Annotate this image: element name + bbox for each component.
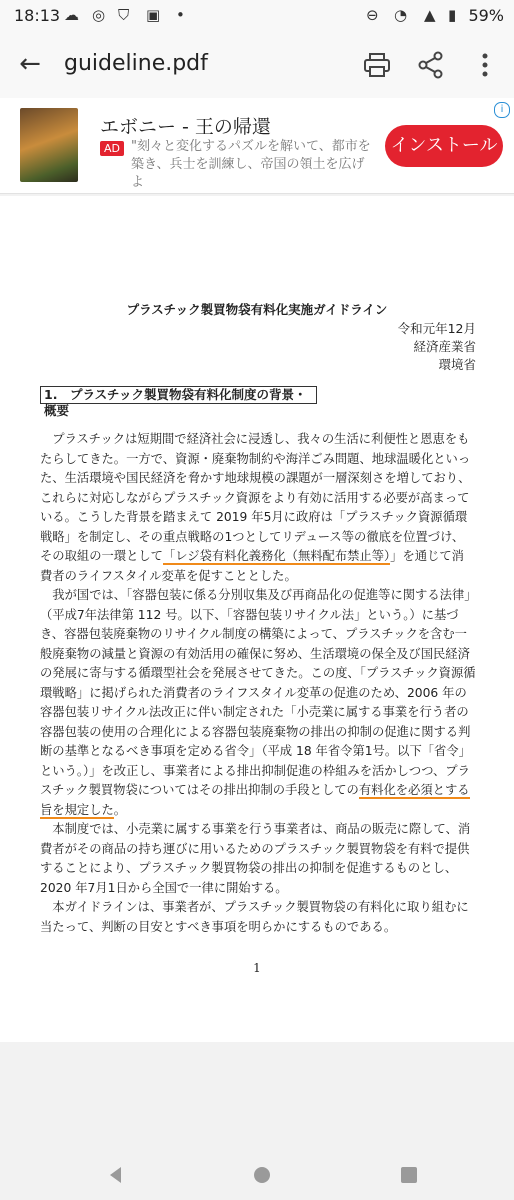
app-icon: ▣ — [146, 6, 161, 24]
print-icon[interactable] — [360, 48, 394, 82]
pdf-page — [0, 196, 514, 1042]
status-bar — [0, 0, 514, 32]
share-icon[interactable] — [414, 48, 448, 82]
sync-icon: ◎ — [92, 6, 106, 24]
ad-thumbnail[interactable] — [20, 108, 78, 182]
paragraph — [40, 586, 476, 820]
back-arrow-icon[interactable]: ← — [19, 49, 41, 79]
ad-title[interactable]: エボニー - 王の帰還 — [100, 116, 271, 138]
more-menu-icon[interactable] — [468, 48, 502, 82]
file-title: guideline.pdf — [64, 51, 208, 76]
paragraph: 本制度では、小売業に属する事業を行う事業者は、商品の販売に際して、消費者がその商品の持ち運びに用いるためのプラスチック製買物袋を有料で提供することにより、プラスチック製買物袋の排出の抑制を促進するものとし、2020 年7月1日から全国で一律に開始する。 — [40, 822, 471, 895]
signal-icon: ▲ — [424, 6, 436, 24]
status-time: 18:13 — [14, 6, 61, 25]
paragraph-text: 」を通じて消費者のライフスタイル変革を促すこととした。 — [40, 549, 464, 583]
document-date: 令和元年12月 — [397, 321, 476, 336]
navigation-bar — [0, 1150, 514, 1200]
dnd-icon: ⊖ — [366, 6, 379, 24]
document-title: プラスチック製買物袋有料化実施ガイドライン — [126, 302, 388, 317]
document-body — [40, 430, 476, 937]
paragraph-text: 我が国では、「容器包装に係る分別収集及び再商品化の促進等に関する法律」（平成7年法律第 112 号。以下、「容器包装リサイクル法」という。）に基づき、容器包装廃棄物のリサイクル制度の構築によって、プラスチックを含む一般廃棄物の減量と資源の有効活用の確保に努め、生活環境の保全及び国民経済の発展に寄与する循環型社会を発展させてきた。この度、「プラスチック資源循環戦略」に掲げられた消費者のライフスタイル変革の促進のため、2006 年の容器包装リサイクル法改正に伴い制定された「小売業に属する事業を行う者の容器包装の使用の合理化による容器包装廃棄物の排出の抑制の促進に関する判断の基準となるべき事項を定める省令」（平成 18 年省令第1号。以下「省令」という。）」を改正し、事業者による排出抑制促進の枠組みを活かしつつ、プラスチック製買物袋についてはその排出抑制の手段としての — [40, 588, 476, 797]
battery-level: 59% — [468, 6, 504, 25]
wifi-icon: ◔ — [394, 6, 408, 24]
paragraph-text: 。 — [113, 802, 127, 817]
paragraph: 本ガイドラインは、事業者が、プラスチック製買物袋の有料化に取り組むに当たって、判断の目安とすべき事項を明らかにするものである。 — [40, 900, 469, 934]
document-ministry: 経済産業省 — [413, 339, 476, 354]
ad-banner[interactable] — [0, 98, 514, 194]
recents-nav-icon[interactable] — [398, 1164, 420, 1186]
ad-description[interactable]: "刻々と変化するパズルを解いて、都市を築き、兵士を訓練し、帝国の領土を広げよ — [131, 139, 371, 190]
app-bar — [0, 32, 514, 98]
paragraph — [40, 430, 476, 586]
highlighted-text: 有料化を必須とする旨を規定した — [40, 783, 470, 817]
home-nav-icon[interactable] — [251, 1164, 273, 1186]
dot-icon: • — [176, 6, 185, 24]
notification-icon: ☁ — [64, 6, 79, 24]
ad-info-icon[interactable]: i — [494, 102, 510, 118]
paragraph-text: プラスチックは短期間で経済社会に浸透し、我々の生活に利便性と恩恵をもたらしてきた。一方で、資源・廃棄物制約や海洋ごみ問題、地球温暖化といった、生活環境や国民経済を脅かす地球規模の課題が一層深刻さを増しており、これらに対応しながらプラスチック資源をより有効に活用する必要が高まっている。こうした背景を踏まえて 2019 年5月に政府は「プラスチック資源循環戦略」を制定し、その重点戦略の1つとしてリデュース等の徹底を位置づけ、その取組の一環として — [40, 432, 471, 563]
highlighted-text: 「レジ袋有料化義務化（無料配布禁止等） — [162, 549, 391, 563]
install-button[interactable]: インストール — [385, 125, 503, 167]
document-ministry-2: 環境省 — [438, 357, 476, 372]
back-nav-icon[interactable] — [105, 1164, 127, 1186]
battery-icon: ▮ — [448, 6, 457, 24]
ad-badge: AD — [100, 141, 124, 156]
section-title: 1. プラスチック製買物袋有料化制度の背景・概要 — [40, 386, 317, 404]
page-number: 1 — [253, 961, 261, 975]
shield-icon: ⛉ — [118, 6, 130, 24]
